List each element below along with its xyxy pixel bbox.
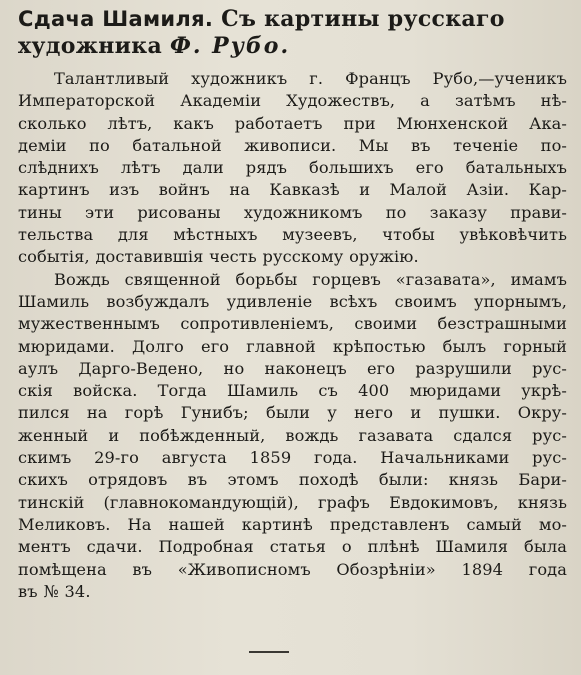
text-line: тины эти рисованы художникомъ по заказу прави- bbox=[18, 202, 567, 222]
text-line: Императорской Академiи Художествъ, а затѣмъ нѣ- bbox=[18, 91, 567, 111]
text-line: картинъ изъ войнъ на Кавказѣ и Малой Азiи. Кар- bbox=[18, 180, 567, 200]
title-main: Сдача Шамиля. bbox=[18, 7, 214, 31]
text-line: Вождь священной борьбы горцевъ «газавата», имамъ bbox=[54, 269, 567, 289]
text-line: Шамиль возбуждалъ удивленiе всѣхъ своимъ упорнымъ, bbox=[18, 291, 567, 311]
text-line: скихъ отрядовъ въ этомъ походѣ были: князь Бари- bbox=[18, 470, 567, 490]
paragraph-2 bbox=[18, 269, 567, 603]
paragraph-1 bbox=[18, 68, 567, 269]
article-title bbox=[18, 6, 567, 60]
text-line: пился на горѣ Гунибъ; были у него и пушки. Окру- bbox=[18, 403, 567, 423]
text-line: скимъ 29-го августа 1859 года. Начальниками рус- bbox=[18, 448, 567, 468]
text-line: тельства для мѣстныхъ музеевъ, чтобы увѣковѣчить bbox=[18, 225, 567, 245]
section-divider bbox=[249, 651, 289, 653]
text-line: Меликовъ. На нашей картинѣ представленъ самый мо- bbox=[18, 514, 567, 534]
text-line: слѣднихъ лѣтъ дали рядъ большихъ его батальныхъ bbox=[18, 158, 567, 178]
title-artist: Ф. Рубо. bbox=[169, 33, 291, 59]
text-line: событiя, доставившiя честь русскому оружiю. bbox=[18, 247, 419, 267]
text-line: аулъ Дарго-Ведено, но наконецъ его разрушили рус- bbox=[18, 358, 567, 378]
text-line: скiя войска. Тогда Шамиль съ 400 мюридами укрѣ- bbox=[18, 381, 567, 401]
text-line: мужественнымъ сопротивленiемъ, своими безстрашными bbox=[18, 314, 567, 334]
text-line: Талантливый художникъ г. Францъ Рубо,—ученикъ bbox=[54, 69, 567, 88]
title-subtitle: Съ картины русскаго художника bbox=[18, 6, 505, 59]
text-line: женный и побѣжденный, вождь газавата сдался рус- bbox=[18, 425, 567, 445]
text-line: демiи по батальной живописи. Мы въ теченiе по- bbox=[18, 135, 567, 155]
text-line: въ № 34. bbox=[18, 581, 91, 601]
text-line: сколько лѣтъ, какъ работаетъ при Мюнхенской Ака- bbox=[18, 113, 567, 133]
text-line: мюридами. Долго его главной крѣпостью былъ горный bbox=[18, 336, 567, 356]
text-line: помѣщена въ «Живописномъ Обозрѣнiи» 1894 года bbox=[18, 559, 567, 579]
text-line: ментъ сдачи. Подробная статья о плѣнѣ Шамиля была bbox=[18, 537, 567, 557]
text-line: тинскiй (главнокомандующiй), графъ Евдокимовъ, князь bbox=[18, 492, 567, 512]
